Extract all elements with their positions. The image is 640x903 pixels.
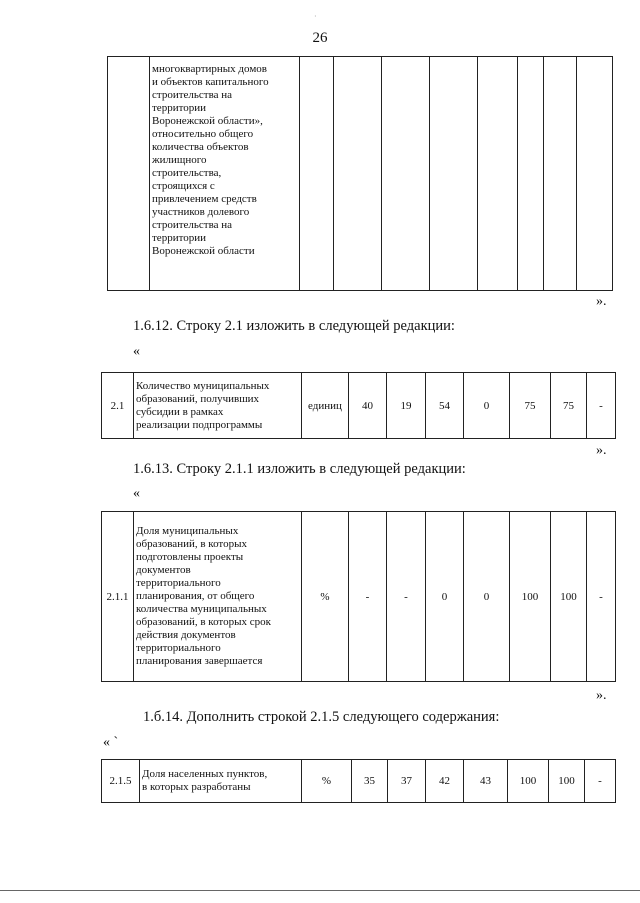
row-2-1-5-unit: % bbox=[302, 760, 352, 803]
row-2-1-5-value: 100 bbox=[549, 760, 585, 803]
row-2-1-5-value: 37 bbox=[388, 760, 426, 803]
row-2-1-1-value: 0 bbox=[464, 512, 510, 682]
closing-quote-1: ». bbox=[596, 294, 607, 309]
paragraph-1-6-13: 1.6.13. Строку 2.1.1 изложить в следующей редакции: bbox=[133, 461, 466, 477]
row-2-1-value: - bbox=[587, 373, 616, 439]
row-2-1-value: 54 bbox=[426, 373, 464, 439]
scan-speck: · bbox=[314, 12, 317, 21]
row-2-1-1-value: - bbox=[349, 512, 387, 682]
row-2-1-1-value: 100 bbox=[551, 512, 587, 682]
row-2-1-5-num: 2.1.5 bbox=[102, 760, 140, 803]
opening-quote-1: « bbox=[133, 344, 140, 359]
row-2-1-5-description-cell bbox=[140, 760, 302, 803]
row-2-1-value: 75 bbox=[551, 373, 587, 439]
row-2-1-value: 19 bbox=[387, 373, 426, 439]
row-2-1-1-value: - bbox=[587, 512, 616, 682]
row-2-1-1-unit: % bbox=[302, 512, 349, 682]
cont-empty-cell bbox=[382, 57, 430, 291]
row-2-1-5-value: 42 bbox=[426, 760, 464, 803]
page-number: 26 bbox=[312, 30, 328, 46]
row-2-1-value: 75 bbox=[510, 373, 551, 439]
opening-quote-3: « ` bbox=[103, 735, 119, 750]
row-2-1-5-value: 100 bbox=[508, 760, 549, 803]
row-2-1-unit: единиц bbox=[302, 373, 349, 439]
row-2-1-1-value: 0 bbox=[426, 512, 464, 682]
table-row-2-1-1 bbox=[101, 511, 616, 682]
row-2-1-description-cell bbox=[134, 373, 302, 439]
row-2-1-value: 40 bbox=[349, 373, 387, 439]
row-2-1-1-value: - bbox=[387, 512, 426, 682]
closing-quote-2: ». bbox=[596, 443, 607, 458]
row-2-1-5-description: Доля населенных пунктов, в которых разработаны bbox=[142, 768, 268, 793]
table-continuation bbox=[107, 56, 613, 291]
row-2-1-5-value: 43 bbox=[464, 760, 508, 803]
paragraph-1-6-14: 1.б.14. Дополнить строкой 2.1.5 следующего содержания: bbox=[143, 709, 500, 725]
cont-empty-cell bbox=[430, 57, 478, 291]
row-2-1-1-description-cell bbox=[134, 512, 302, 682]
cont-empty-cell bbox=[478, 57, 518, 291]
row-2-1-5-value: - bbox=[585, 760, 616, 803]
row-2-1-num: 2.1 bbox=[102, 373, 134, 439]
cont-empty-cell bbox=[334, 57, 382, 291]
cont-num-cell bbox=[108, 57, 150, 291]
table-row-2-1-5 bbox=[101, 759, 616, 803]
row-2-1-1-description: Доля муниципальных образований, в которых подготовлены проекты документов территориального планирования, от общего количества муниципальных образований, в которых срок действия документов территориального планирования завершается bbox=[136, 525, 271, 667]
row-2-1-5-value: 35 bbox=[352, 760, 388, 803]
row-2-1-description: Количество муниципальных образований, получивших субсидии в рамках реализации подпрограммы bbox=[136, 379, 270, 431]
row-2-1-1-num: 2.1.1 bbox=[102, 512, 134, 682]
row-2-1-1-value: 100 bbox=[510, 512, 551, 682]
table-row-2-1 bbox=[101, 372, 616, 439]
cont-empty-cell bbox=[577, 57, 613, 291]
row-2-1-value: 0 bbox=[464, 373, 510, 439]
scan-bottom-edge bbox=[0, 890, 640, 891]
cont-empty-cell bbox=[518, 57, 544, 291]
cont-description: многоквартирных домов и объектов капитального строительства на территории Воронежской области», относительно общего количества объектов жилищного строительства, строящихся с привлечением средств участников долевого строительства на территории Воронежской области bbox=[152, 63, 269, 257]
cont-empty-cell bbox=[544, 57, 577, 291]
cont-description-cell bbox=[150, 57, 300, 291]
cont-empty-cell bbox=[300, 57, 334, 291]
closing-quote-3: ». bbox=[596, 688, 607, 703]
opening-quote-2: « bbox=[133, 486, 140, 501]
paragraph-1-6-12: 1.6.12. Строку 2.1 изложить в следующей редакции: bbox=[133, 318, 455, 334]
